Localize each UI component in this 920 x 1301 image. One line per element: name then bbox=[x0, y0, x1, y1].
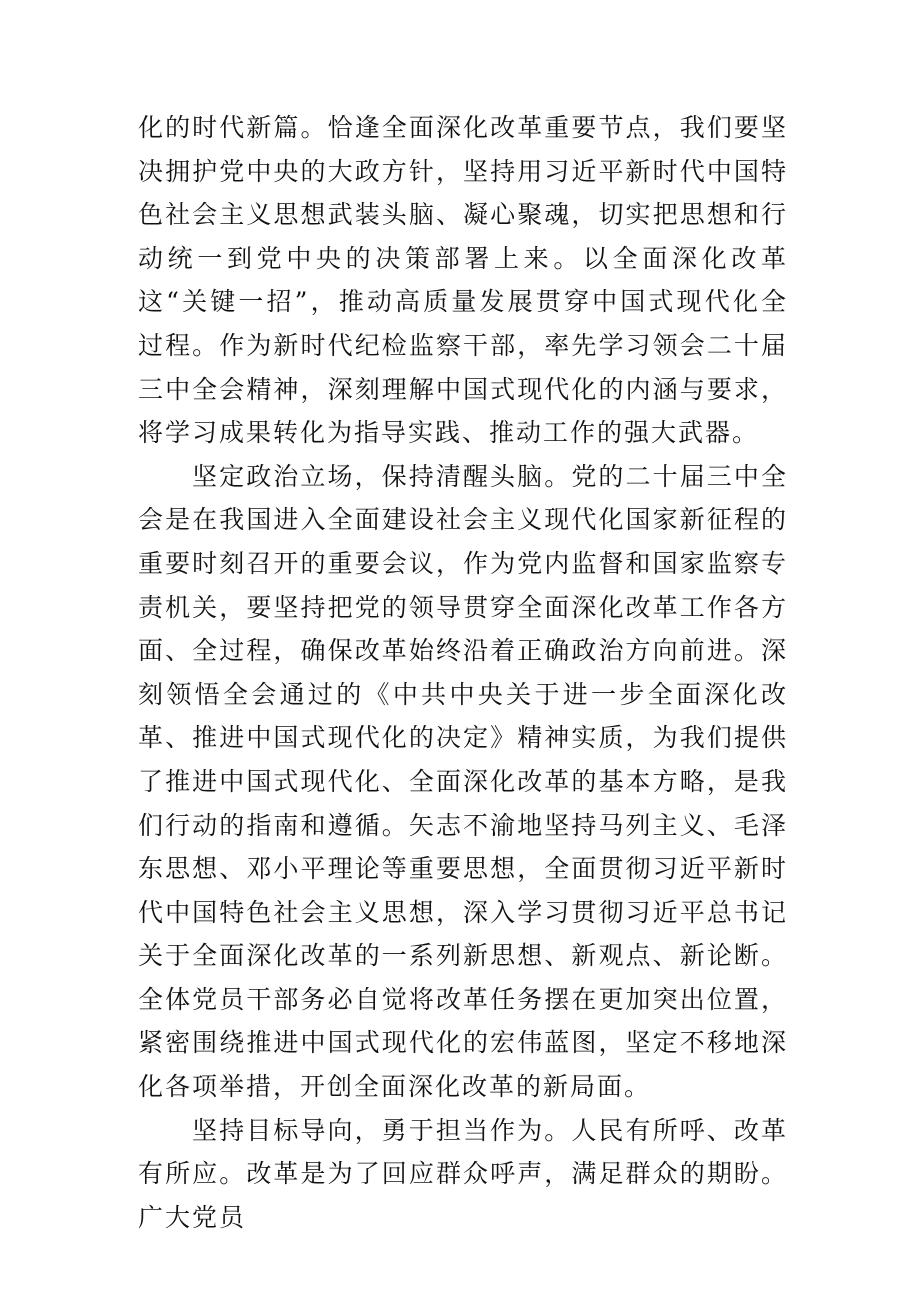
paragraph-intro-continuation: 化的时代新篇。恰逢全面深化改革重要节点，我们要坚决拥护党中央的大政方针，坚持用习近平新时代中国特色社会主义思想武装头脑、凝心聚魂，切实把思想和行动统一到党中央的决策部署上来。以全面深化改革这“关键一招”，推动高质量发展贯穿中国式现代化全过程。作为新时代纪检监察干部，率先学习领会二十届三中全会精神，深刻理解中国式现代化的内涵与要求，将学习成果转化为指导实践、推动工作的强大武器。 bbox=[138, 113, 788, 448]
paragraph-political-stance: 坚定政治立场，保持清醒头脑。党的二十届三中全会是在我国进入全面建设社会主义现代化国家新征程的重要时刻召开的重要会议，作为党内监督和国家监察专责机关，要坚持把党的领导贯穿全面深化改革工作各方面、全过程，确保改革始终沿着正确政治方向前进。深刻领悟全会通过的《中共中央关于进一步全面深化改革、推进中国式现代化的决定》精神实质，为我们提供了推进中国式现代化、全面深化改革的基本方略，是我们行动的指南和遵循。矢志不渝地坚持马列主义、毛泽东思想、邓小平理论等重要思想，全面贯彻习近平新时代中国特色社会主义思想，深入学习贯彻习近平总书记关于全面深化改革的一系列新思想、新观点、新论断。全体党员干部务必自觉将改革任务摆在更加突出位置，紧密围绕推进中国式现代化的宏伟蓝图，坚定不移地深化各项举措，开创全面深化改革的新局面。 bbox=[138, 461, 788, 1102]
document-body bbox=[138, 106, 788, 1239]
paragraph-goal-oriented: 坚持目标导向，勇于担当作为。人民有所呼、改革有所应。改革是为了回应群众呼声，满足群众的期盼。广大党员 bbox=[138, 1115, 788, 1232]
